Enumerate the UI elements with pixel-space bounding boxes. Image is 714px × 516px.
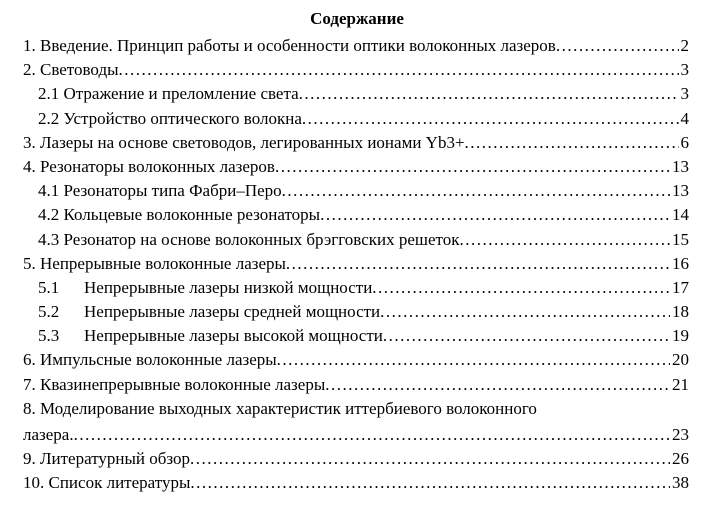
toc-entry[interactable]: [0, 373, 714, 397]
leader-dots: [299, 82, 679, 106]
toc-entry[interactable]: [0, 107, 714, 131]
toc-entry-page: 3: [680, 84, 689, 104]
toc-entry-label: 7. Квазинепрерывные волоконные лазеры: [23, 374, 326, 394]
toc-entry-page: 6: [680, 132, 689, 152]
toc-entry[interactable]: [0, 131, 714, 155]
toc-entry[interactable]: [0, 471, 714, 495]
leader-dots: [460, 228, 671, 252]
toc-entry-page: 4: [680, 108, 689, 128]
toc-entry-page: 21: [672, 374, 689, 394]
toc-entry[interactable]: [0, 203, 714, 227]
toc-entry-label: 8. Моделирование выходных характеристик иттербиевого волоконного: [23, 398, 537, 418]
toc-list: [0, 34, 714, 496]
toc-title: Содержание: [310, 9, 404, 28]
leader-dots: [190, 471, 670, 495]
leader-dots: [74, 423, 670, 447]
toc-entry-label: 10. Список литературы: [23, 473, 191, 493]
toc-entry-label: 2.2 Устройство оптического волокна: [38, 108, 302, 128]
toc-entry[interactable]: [0, 276, 714, 300]
toc-entry-label: Непрерывные лазеры средней мощности: [84, 302, 381, 322]
toc-entry-page: 3: [680, 60, 689, 80]
toc-entry-page: 38: [672, 473, 689, 493]
leader-dots: [380, 300, 670, 324]
leader-dots: [119, 58, 679, 82]
leader-dots: [383, 324, 670, 348]
toc-entry-number: 5.1: [38, 277, 60, 297]
toc-entry-number: 5.3: [38, 326, 60, 346]
toc-entry-label: Непрерывные лазеры низкой мощности: [84, 277, 373, 297]
leader-dots: [325, 373, 670, 397]
toc-entry[interactable]: [0, 423, 714, 447]
toc-entry-label: 5. Непрерывные волоконные лазеры: [23, 253, 286, 273]
toc-entry-page: 14: [672, 205, 689, 225]
toc-entry[interactable]: [0, 300, 714, 324]
toc-entry-label: 2. Световоды: [23, 60, 119, 80]
toc-entry[interactable]: [0, 155, 714, 179]
toc-entry-page: 16: [672, 253, 689, 273]
toc-entry-label: 4.1 Резонаторы типа Фабри–Перо: [38, 181, 282, 201]
toc-entry-page: 17: [672, 277, 689, 297]
toc-entry[interactable]: [0, 324, 714, 348]
leader-dots: [556, 34, 679, 58]
leader-dots: [277, 348, 670, 372]
toc-entry-label: 4.3 Резонатор на основе волоконных брэгговских решеток: [38, 229, 460, 249]
toc-entry-first-line[interactable]: [0, 397, 714, 421]
toc-entry-label-continued: лазера.: [23, 425, 74, 444]
toc-entry[interactable]: [0, 179, 714, 203]
toc-entry-number: 5.2: [38, 302, 60, 322]
leader-dots: [275, 155, 670, 179]
toc-entry-page: 26: [672, 449, 689, 469]
toc-entry-page: 15: [672, 229, 689, 249]
leader-dots: [286, 252, 670, 276]
leader-dots: [190, 447, 670, 471]
toc-entry-page: 23: [672, 425, 689, 444]
leader-dots: [372, 276, 670, 300]
toc-entry[interactable]: [0, 252, 714, 276]
toc-entry[interactable]: [0, 82, 714, 106]
toc-entry[interactable]: [0, 447, 714, 471]
leader-dots: [320, 203, 670, 227]
toc-entry-page: 18: [672, 302, 689, 322]
toc-entry-page: 13: [672, 181, 689, 201]
toc-entry-label: 4. Резонаторы волоконных лазеров: [23, 156, 275, 176]
toc-entry-label: 6. Импульсные волоконные лазеры: [23, 350, 277, 370]
toc-entry[interactable]: [0, 348, 714, 372]
toc-entry-page: 19: [672, 326, 689, 346]
toc-entry-page: 20: [672, 350, 689, 370]
toc-entry[interactable]: [0, 228, 714, 252]
toc-entry-page: 2: [680, 36, 689, 55]
toc-entry[interactable]: [0, 34, 714, 58]
toc-entry-label: 3. Лазеры на основе световодов, легированных ионами Yb3+: [23, 132, 465, 152]
toc-entry-page: 13: [672, 156, 689, 176]
leader-dots: [302, 107, 679, 131]
toc-entry-label: 4.2 Кольцевые волоконные резонаторы: [38, 205, 321, 225]
toc-entry-label: Непрерывные лазеры высокой мощности: [84, 326, 383, 346]
leader-dots: [465, 131, 679, 155]
toc-entry[interactable]: [0, 58, 714, 82]
toc-entry-label: 2.1 Отражение и преломление света: [38, 84, 299, 104]
toc-entry-label: 9. Литературный обзор: [23, 449, 191, 469]
leader-dots: [282, 179, 670, 203]
toc-entry-label: 1. Введение. Принцип работы и особенности оптики волоконных лазеров: [23, 36, 556, 55]
